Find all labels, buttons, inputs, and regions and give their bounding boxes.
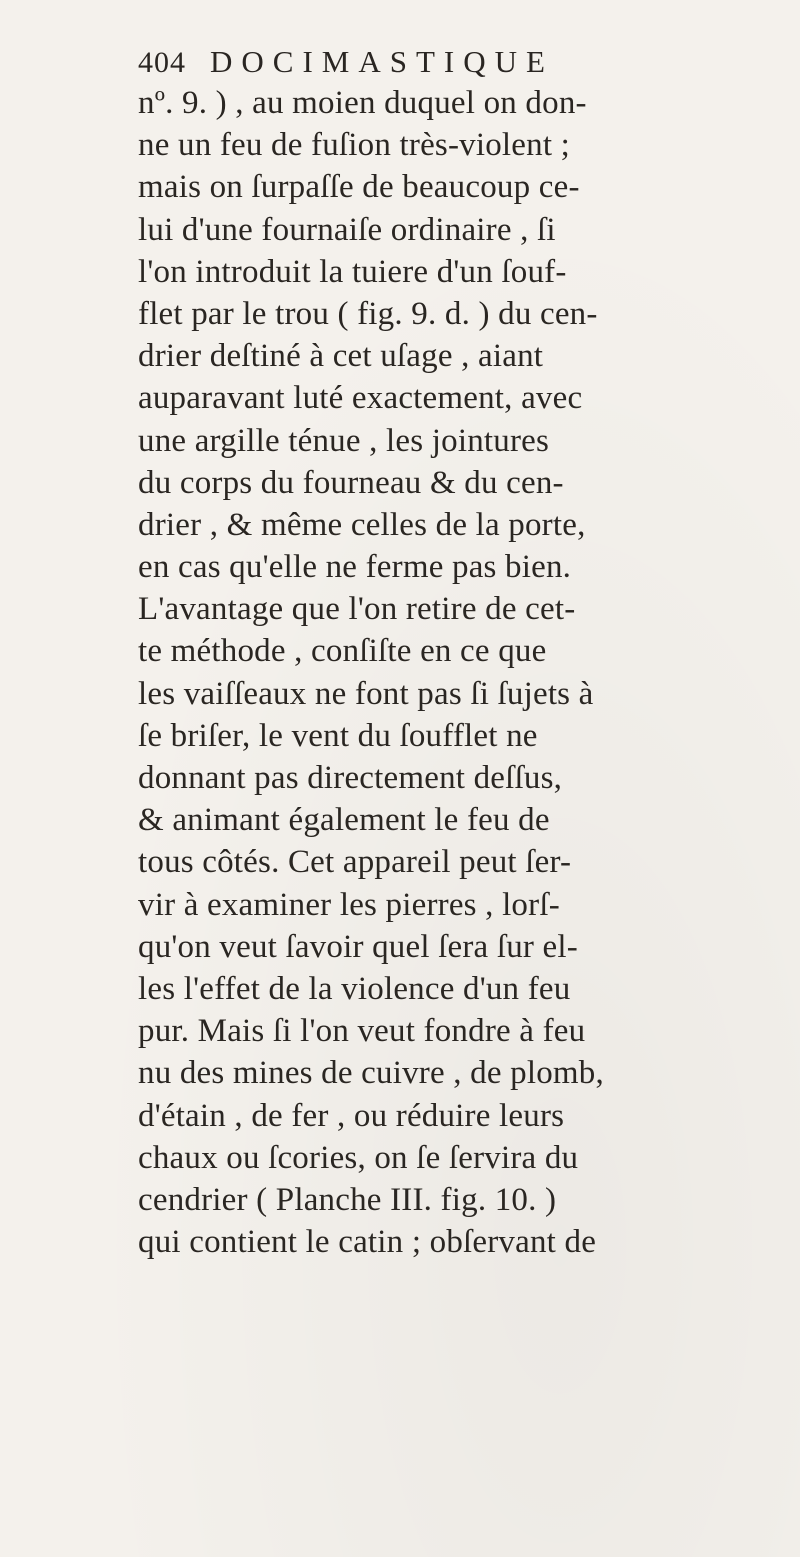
text-line: drier , & même celles de la porte,: [138, 506, 586, 543]
text-line: vir à examiner les pierres , lorſ-: [138, 886, 560, 923]
text-line: les vaiſſeaux ne font pas ſi ſujets à: [138, 675, 594, 712]
text-line: qui contient le catin ; obſervant de: [138, 1224, 597, 1261]
running-title: DOCIMASTIQUE: [210, 44, 554, 79]
page-number: 404: [138, 46, 186, 79]
text-line: lui d'une fournaiſe ordinaire , ſi: [138, 211, 556, 248]
text-line: nº. 9. ) , au moien duquel on don-: [138, 85, 587, 121]
text-line: les l'effet de la violence d'un feu: [138, 970, 571, 1007]
text-line: ſe briſer, le vent du ſoufflet ne: [138, 717, 538, 754]
text-line: L'avantage que l'on retire de cet-: [138, 591, 576, 628]
text-line: nu des mines de cuivre , de plomb,: [138, 1055, 604, 1092]
text-line: d'étain , de fer , ou réduire leurs: [138, 1097, 565, 1134]
body-text: [138, 82, 758, 1263]
text-line: & animant également le feu de: [138, 802, 550, 839]
text-line: du corps du fourneau & du cen-: [138, 464, 564, 501]
text-line: en cas qu'elle ne ferme pas bien.: [138, 549, 572, 586]
text-line: mais on ſurpaſſe de beaucoup ce-: [138, 169, 580, 206]
text-line: chaux ou ſcories, on ſe ſervira du: [138, 1139, 579, 1176]
text-line: te méthode , conſiſte en ce que: [138, 633, 547, 670]
text-line: tous côtés. Cet appareil peut ſer-: [138, 844, 572, 881]
text-line: drier deſtiné à cet uſage , aiant: [138, 338, 544, 375]
text-line: flet par le trou ( fig. 9. d. ) du cen-: [138, 295, 598, 332]
text-line: pur. Mais ſi l'on veut fondre à feu: [138, 1013, 586, 1050]
text-line: qu'on veut ſavoir quel ſera ſur el-: [138, 928, 578, 965]
text-line: auparavant luté exactement, avec: [138, 380, 583, 417]
text-line: ne un feu de fuſion très-violent ;: [138, 127, 571, 164]
text-line: cendrier ( Planche III. fig. 10. ): [138, 1181, 557, 1218]
text-line: l'on introduit la tuiere d'un ſouf-: [138, 253, 567, 290]
text-line: une argille ténue , les jointures: [138, 422, 550, 459]
text-line: donnant pas directement deſſus,: [138, 760, 563, 796]
